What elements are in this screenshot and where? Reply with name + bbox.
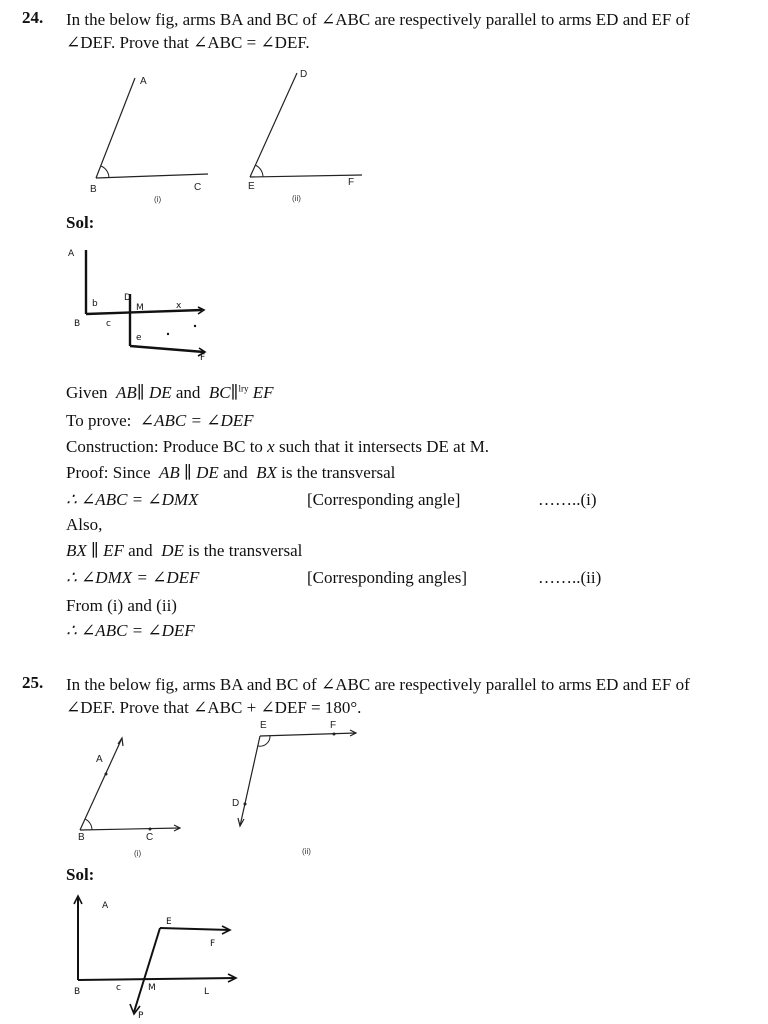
step1-reason: [Corresponding angle] [307, 490, 461, 509]
q24-solution-sketch [64, 242, 224, 367]
q24-figure-angle-abc [80, 70, 220, 210]
sketch-label-d: D [124, 293, 131, 303]
sketch-label-c: c [106, 319, 111, 329]
q25-label-e: E [260, 720, 267, 731]
q25-sketch-label-a: A [102, 901, 109, 911]
question-25-text [66, 673, 766, 719]
proof-line: Proof: Since AB ∥ DE and BX is the transversal [66, 463, 396, 482]
caption-i: (i) [154, 195, 162, 204]
conclusion-line: ∴ ∠ABC = ∠DEF [66, 621, 195, 640]
question-number-24: 24. [22, 8, 44, 27]
q25-sketch-label-e: E [166, 917, 172, 927]
step2-statement: ∴ ∠DMX = ∠DEF [66, 568, 200, 587]
also-line: Also, [66, 515, 103, 534]
q24-sol-label: Sol: [66, 213, 95, 232]
step2-ref: ……..(ii) [538, 568, 602, 587]
sketch-label-e: e [136, 333, 142, 343]
q25-sketch-label-f: F [210, 939, 216, 949]
q25-solution-sketch [64, 890, 254, 1020]
q25-label-d: D [232, 798, 240, 809]
from-line: From (i) and (ii) [66, 596, 177, 615]
sketch-label-b-angle: b [92, 299, 98, 309]
q25-sol-label: Sol: [66, 865, 95, 884]
step1-ref: ……..(i) [538, 490, 597, 509]
sketch-label-a: A [68, 249, 75, 259]
question-24-line1: In the below fig, arms BA and BC of ∠ABC are respectively parallel to arms ED and EF of [66, 10, 690, 29]
label-e: E [248, 181, 255, 192]
label-d: D [300, 69, 308, 80]
label-a: A [140, 76, 147, 87]
q25-figure-angle-def [228, 718, 368, 863]
question-24-line2: ∠DEF. Prove that ∠ABC = ∠DEF. [66, 33, 310, 52]
q25-figure-angle-abc [70, 730, 200, 870]
also-transversal-line: BX ∥ EF and DE is the transversal [66, 541, 303, 560]
q25-label-b: B [78, 832, 85, 843]
q25-sketch-label-p: P [138, 1011, 144, 1021]
question-25-line1: In the below fig, arms BA and BC of ∠ABC are respectively parallel to arms ED and EF of [66, 675, 690, 694]
q25-label-a: A [96, 754, 103, 765]
construction-line: Construction: Produce BC to x such that it intersects DE at M. [66, 437, 490, 456]
sketch-label-x: x [176, 301, 182, 311]
given-line: Given AB∥ DE and BC∥$^{lry}$ EF [66, 383, 274, 402]
caption-ii: (ii) [292, 194, 301, 203]
q25-caption-i: (i) [134, 849, 142, 858]
q25-sketch-label-c: c [116, 983, 121, 993]
q24-figure-angle-def [240, 65, 380, 210]
label-b: B [90, 184, 97, 195]
question-25-line2: ∠DEF. Prove that ∠ABC + ∠DEF = 180°. [66, 698, 362, 717]
q25-label-f: F [330, 720, 337, 731]
q25-label-c: C [146, 832, 154, 843]
label-c: C [194, 182, 202, 193]
label-f: F [348, 177, 355, 188]
step1-statement: ∴ ∠ABC = ∠DMX [66, 490, 199, 509]
sketch-label-f: F [200, 353, 206, 363]
q25-caption-ii: (ii) [302, 847, 311, 856]
question-24-text [66, 8, 766, 54]
q25-sketch-label-l: L [204, 987, 210, 997]
step2-reason: [Corresponding angles] [307, 568, 468, 587]
q25-sketch-label-b: B [74, 987, 81, 997]
sketch-label-b: B [74, 319, 81, 329]
q25-sketch-label-m: M [148, 983, 156, 993]
question-number-25: 25. [22, 673, 44, 692]
sketch-label-m: M [136, 303, 144, 313]
to-prove-line: To prove: ∠ABC = ∠DEF [66, 411, 254, 430]
